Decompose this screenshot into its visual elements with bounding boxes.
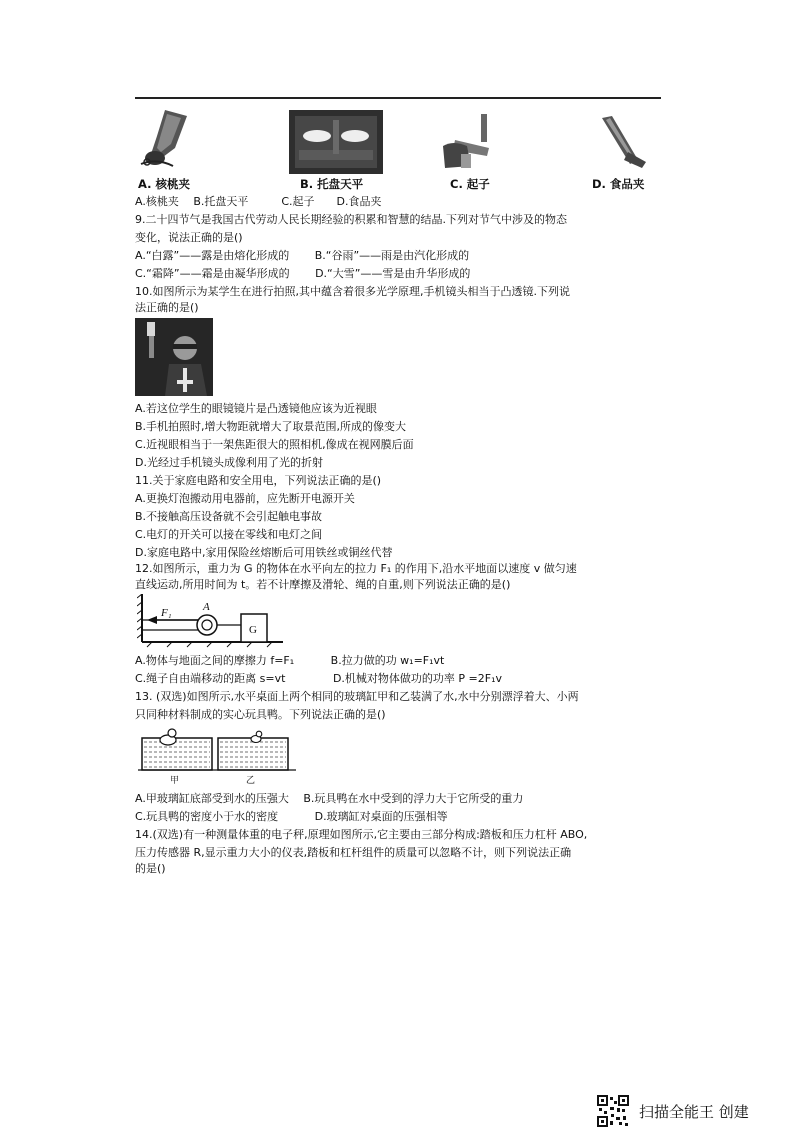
tray-balance-photo [289, 110, 383, 174]
nutcracker-photo [137, 108, 201, 170]
text-line: 14.(双选)有一种测量体重的电子秤,原理如图所示,它主要由三部分构成:踏板和压力杠杆 ABO, [135, 828, 588, 841]
text-line: 9.二十四节气是我国古代劳动人民长期经验的积累和智慧的结晶.下列对节气中涉及的物态 [135, 213, 567, 226]
text-line: B.不接触高压设备就不会引起触电事故 [135, 510, 323, 523]
text-line: 13. (双选)如图所示,水平桌面上两个相同的玻璃缸甲和乙装满了水,水中分别漂浮着大、小两 [135, 690, 579, 703]
block-label: G [249, 624, 257, 636]
food-tongs-photo [592, 110, 656, 172]
text-line: A.更换灯泡搬动用电器前，应先断开电源开关 [135, 492, 355, 505]
text-line: C.电灯的开关可以接在零线和电灯之间 [135, 528, 323, 541]
caption-c: C. 起子 [450, 177, 490, 191]
text-line: A.“白露”——露是由熔化形成的 B.“谷雨”——雨是由汽化形成的 [135, 249, 470, 262]
text-line: C.绳子自由端移动的距离 s=vt D.机械对物体做功的功率 P =2F₁v [135, 672, 502, 685]
text-line: 法正确的是() [135, 301, 199, 314]
caption-d: D. 食品夹 [592, 177, 645, 191]
text-line: A.物体与地面之间的摩擦力 f=F₁ B.拉力做的功 w₁=F₁vt [135, 654, 445, 667]
text-line: D.光经过手机镜头成像利用了光的折射 [135, 456, 323, 469]
text-line: 11.关于家庭电路和安全用电，下列说法正确的是() [135, 474, 382, 487]
text-line: 12.如图所示，重力为 G 的物体在水平向左的拉力 F₁ 的作用下,沿水平地面以速度 v 做匀速 [135, 562, 577, 575]
pulley-diagram [137, 594, 285, 648]
caption-b: B. 托盘天平 [300, 177, 364, 191]
text-line: 只同种材料制成的实心玩具鸭。下列说法正确的是() [135, 708, 386, 721]
text-line: 变化，说法正确的是() [135, 231, 243, 244]
text-line: C.近视眼相当于一架焦距很大的照相机,像成在视网膜后面 [135, 438, 414, 451]
text-line: D.家庭电路中,家用保险丝熔断后可用铁丝或铜丝代替 [135, 546, 393, 559]
glass-tanks-diagram [138, 724, 298, 786]
force-label: F₁ [161, 607, 172, 619]
text-line: 10.如图所示为某学生在进行拍照,其中蕴含着很多光学原理,手机镜头相当于凸透镜.下列说 [135, 285, 570, 298]
text-line: A.若这位学生的眼镜镜片是凸透镜他应该为近视眼 [135, 402, 377, 415]
bottle-opener-photo [437, 110, 501, 172]
tank-left-label: 甲 [170, 776, 180, 786]
watermark-text: 扫描全能王 创建 [639, 1103, 749, 1121]
text-line: B.手机拍照时,增大物距就增大了取景范围,所成的像变大 [135, 420, 407, 433]
pulley-label: A [203, 601, 210, 613]
text-line: A.甲玻璃缸底部受到水的压强大 B.玩具鸭在水中受到的浮力大于它所受的重力 [135, 792, 524, 805]
caption-a: A. 核桃夹 [138, 177, 190, 191]
top-rule [135, 97, 661, 99]
text-line: C.玩具鸭的密度小于水的密度 D.玻璃缸对桌面的压强相等 [135, 810, 448, 823]
text-line: C.“霜降”——霜是由凝华形成的 D.“大雪”——雪是由升华形成的 [135, 267, 471, 280]
text-line: A.核桃夹 B.托盘天平 C.起子 D.食品夹 [135, 195, 382, 208]
text-line: 的是() [135, 862, 166, 875]
text-line: 直线运动,所用时间为 t。若不计摩擦及滑轮、绳的自重,则下列说法正确的是() [135, 578, 511, 591]
text-line: 压力传感器 R,显示重力大小的仪表,踏板和杠杆组件的质量可以忽略不计，则下列说法正确 [135, 846, 572, 859]
tank-right-label: 乙 [246, 776, 256, 786]
qr-code-icon [597, 1095, 629, 1127]
student-selfie-photo [135, 318, 213, 396]
